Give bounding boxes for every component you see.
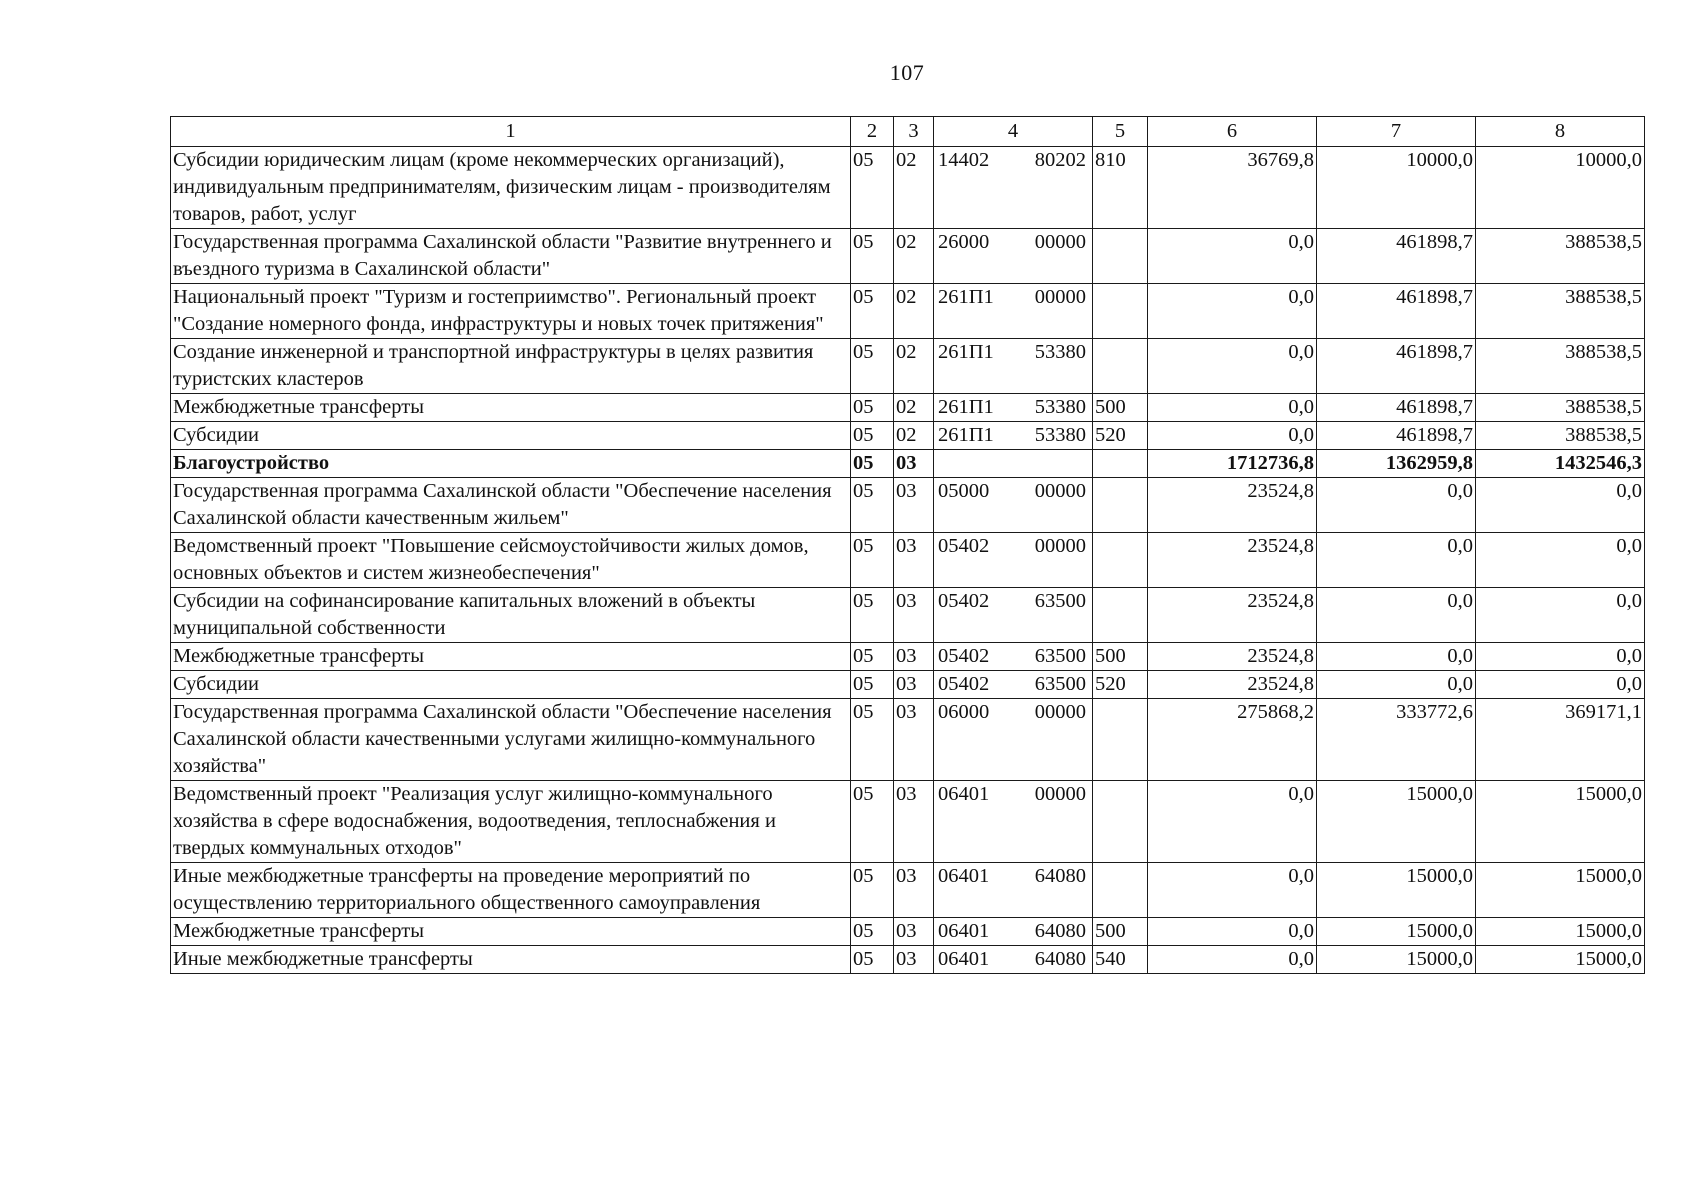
direction-code: 00000	[1034, 783, 1086, 805]
table-row	[171, 918, 1645, 946]
amount-col-6: 275868,2	[1148, 699, 1317, 781]
section-code: 05	[851, 781, 894, 863]
target-article-code	[934, 671, 1093, 699]
column-number-header	[171, 117, 1645, 147]
direction-code: 53380	[1034, 424, 1086, 446]
expense-type-code	[1093, 284, 1148, 339]
table-row	[171, 946, 1645, 974]
column-header: 4	[934, 117, 1093, 147]
table-row	[171, 147, 1645, 229]
row-name: Межбюджетные трансферты	[171, 918, 851, 946]
section-code: 05	[851, 229, 894, 284]
target-article-code	[934, 284, 1093, 339]
expense-type-code	[1093, 478, 1148, 533]
row-name: Субсидии юридическим лицам (кроме некоммерческих организаций), индивидуальным предпринимателям, физическим лицам - производителям товаров, работ, услуг	[171, 147, 851, 229]
expense-type-code	[1093, 781, 1148, 863]
target-article-code	[934, 946, 1093, 974]
expense-type-code: 520	[1093, 671, 1148, 699]
program-code: 261П1	[938, 396, 994, 418]
row-name: Ведомственный проект "Реализация услуг жилищно-коммунального хозяйства в сфере водоснабжения, водоотведения, теплоснабжения и твердых коммунальных отходов"	[171, 781, 851, 863]
program-code: 261П1	[938, 286, 994, 308]
program-code: 06000	[938, 701, 990, 723]
table-body	[171, 147, 1645, 974]
amount-col-8: 369171,1	[1476, 699, 1645, 781]
amount-col-8: 388538,5	[1476, 229, 1645, 284]
direction-code: 53380	[1034, 396, 1086, 418]
subsection-code: 03	[894, 450, 934, 478]
amount-col-7: 1362959,8	[1317, 450, 1476, 478]
table-row	[171, 450, 1645, 478]
expense-type-code: 520	[1093, 422, 1148, 450]
subsection-code: 03	[894, 588, 934, 643]
program-code: 14402	[938, 149, 990, 171]
column-header: 1	[171, 117, 851, 147]
amount-col-6: 23524,8	[1148, 533, 1317, 588]
amount-col-6: 0,0	[1148, 284, 1317, 339]
amount-col-7: 15000,0	[1317, 946, 1476, 974]
amount-col-7: 15000,0	[1317, 863, 1476, 918]
section-code: 05	[851, 422, 894, 450]
table-row	[171, 533, 1645, 588]
subsection-code: 02	[894, 394, 934, 422]
target-article-code	[934, 339, 1093, 394]
program-code: 06401	[938, 865, 990, 887]
row-name: Государственная программа Сахалинской области "Развитие внутреннего и въездного туризма в Сахалинской области"	[171, 229, 851, 284]
row-name: Ведомственный проект "Повышение сейсмоустойчивости жилых домов, основных объектов и систем жизнеобеспечения"	[171, 533, 851, 588]
target-article-code	[934, 863, 1093, 918]
expense-type-code	[1093, 229, 1148, 284]
section-code: 05	[851, 450, 894, 478]
target-article-code	[934, 699, 1093, 781]
budget-table	[170, 116, 1645, 974]
table-row	[171, 229, 1645, 284]
amount-col-6: 0,0	[1148, 229, 1317, 284]
section-code: 05	[851, 918, 894, 946]
amount-col-8: 15000,0	[1476, 918, 1645, 946]
subsection-code: 03	[894, 671, 934, 699]
column-header: 8	[1476, 117, 1645, 147]
direction-code: 53380	[1034, 341, 1086, 363]
amount-col-8: 0,0	[1476, 533, 1645, 588]
table-row	[171, 699, 1645, 781]
amount-col-7: 0,0	[1317, 671, 1476, 699]
amount-col-8: 0,0	[1476, 478, 1645, 533]
row-name: Межбюджетные трансферты	[171, 394, 851, 422]
row-name: Создание инженерной и транспортной инфраструктуры в целях развития туристских кластеров	[171, 339, 851, 394]
subsection-code: 02	[894, 147, 934, 229]
column-header: 7	[1317, 117, 1476, 147]
table-row	[171, 643, 1645, 671]
direction-code: 00000	[1034, 231, 1086, 253]
target-article-code	[934, 588, 1093, 643]
section-code: 05	[851, 588, 894, 643]
subsection-code: 03	[894, 863, 934, 918]
expense-type-code	[1093, 699, 1148, 781]
table-row	[171, 588, 1645, 643]
table-row	[171, 863, 1645, 918]
row-name: Государственная программа Сахалинской области "Обеспечение населения Сахалинской области качественным жильем"	[171, 478, 851, 533]
row-name: Межбюджетные трансферты	[171, 643, 851, 671]
amount-col-8: 15000,0	[1476, 781, 1645, 863]
amount-col-8: 15000,0	[1476, 946, 1645, 974]
amount-col-6: 23524,8	[1148, 588, 1317, 643]
direction-code: 64080	[1034, 865, 1086, 887]
amount-col-6: 0,0	[1148, 946, 1317, 974]
program-code: 06401	[938, 783, 990, 805]
amount-col-8: 0,0	[1476, 588, 1645, 643]
section-code: 05	[851, 394, 894, 422]
program-code: 06401	[938, 948, 990, 970]
amount-col-6: 36769,8	[1148, 147, 1317, 229]
expense-type-code	[1093, 450, 1148, 478]
section-code: 05	[851, 533, 894, 588]
direction-code: 00000	[1034, 535, 1086, 557]
program-code: 05402	[938, 645, 990, 667]
column-header: 5	[1093, 117, 1148, 147]
subsection-code: 03	[894, 478, 934, 533]
expense-type-code: 500	[1093, 918, 1148, 946]
amount-col-7: 0,0	[1317, 588, 1476, 643]
amount-col-6: 23524,8	[1148, 671, 1317, 699]
amount-col-8: 388538,5	[1476, 422, 1645, 450]
target-article-code	[934, 422, 1093, 450]
page-number: 107	[889, 60, 925, 85]
table-row	[171, 478, 1645, 533]
expense-type-code	[1093, 863, 1148, 918]
amount-col-7: 461898,7	[1317, 284, 1476, 339]
direction-code: 64080	[1034, 920, 1086, 942]
amount-col-6: 0,0	[1148, 394, 1317, 422]
row-name: Национальный проект "Туризм и гостеприимство". Региональный проект "Создание номерного фонда, инфраструктуры и новых точек притяжения"	[171, 284, 851, 339]
target-article-code	[934, 147, 1093, 229]
amount-col-6: 23524,8	[1148, 643, 1317, 671]
amount-col-7: 0,0	[1317, 643, 1476, 671]
subsection-code: 03	[894, 699, 934, 781]
target-article-code	[934, 918, 1093, 946]
expense-type-code: 500	[1093, 394, 1148, 422]
target-article-code	[934, 478, 1093, 533]
row-name: Субсидии на софинансирование капитальных вложений в объекты муниципальной собственности	[171, 588, 851, 643]
amount-col-7: 461898,7	[1317, 422, 1476, 450]
target-article-code	[934, 450, 1093, 478]
subsection-code: 03	[894, 643, 934, 671]
program-code: 05402	[938, 590, 990, 612]
amount-col-8: 388538,5	[1476, 284, 1645, 339]
section-code: 05	[851, 478, 894, 533]
amount-col-8: 15000,0	[1476, 863, 1645, 918]
program-code: 261П1	[938, 341, 994, 363]
expense-type-code	[1093, 533, 1148, 588]
column-header: 3	[894, 117, 934, 147]
amount-col-7: 461898,7	[1317, 229, 1476, 284]
row-name: Иные межбюджетные трансферты	[171, 946, 851, 974]
direction-code: 00000	[1034, 480, 1086, 502]
section-code: 05	[851, 671, 894, 699]
section-code: 05	[851, 946, 894, 974]
target-article-code	[934, 643, 1093, 671]
column-header: 6	[1148, 117, 1317, 147]
amount-col-6: 0,0	[1148, 422, 1317, 450]
section-code: 05	[851, 699, 894, 781]
amount-col-7: 15000,0	[1317, 918, 1476, 946]
subsection-code: 03	[894, 918, 934, 946]
amount-col-7: 0,0	[1317, 478, 1476, 533]
direction-code: 63500	[1034, 590, 1086, 612]
expense-type-code	[1093, 339, 1148, 394]
direction-code: 63500	[1034, 645, 1086, 667]
amount-col-7: 10000,0	[1317, 147, 1476, 229]
amount-col-6: 0,0	[1148, 918, 1317, 946]
amount-col-6: 0,0	[1148, 863, 1317, 918]
expense-type-code: 540	[1093, 946, 1148, 974]
amount-col-7: 0,0	[1317, 533, 1476, 588]
program-code: 06401	[938, 920, 990, 942]
amount-col-8: 1432546,3	[1476, 450, 1645, 478]
program-code: 26000	[938, 231, 990, 253]
program-code: 05402	[938, 535, 990, 557]
row-name: Субсидии	[171, 422, 851, 450]
amount-col-6: 23524,8	[1148, 478, 1317, 533]
subsection-code: 03	[894, 781, 934, 863]
direction-code: 00000	[1034, 701, 1086, 723]
table-row	[171, 781, 1645, 863]
amount-col-7: 461898,7	[1317, 339, 1476, 394]
subsection-code: 02	[894, 422, 934, 450]
subsection-code: 02	[894, 339, 934, 394]
table-row	[171, 339, 1645, 394]
target-article-code	[934, 394, 1093, 422]
table-row	[171, 284, 1645, 339]
subsection-code: 02	[894, 229, 934, 284]
expense-type-code	[1093, 588, 1148, 643]
amount-col-6: 0,0	[1148, 339, 1317, 394]
section-code: 05	[851, 284, 894, 339]
amount-col-8: 388538,5	[1476, 339, 1645, 394]
row-name: Государственная программа Сахалинской области "Обеспечение населения Сахалинской области качественными услугами жилищно-коммунального хозяйства"	[171, 699, 851, 781]
amount-col-8: 0,0	[1476, 643, 1645, 671]
expense-type-code: 500	[1093, 643, 1148, 671]
row-name: Иные межбюджетные трансферты на проведение мероприятий по осуществлению территориального общественного самоуправления	[171, 863, 851, 918]
expense-type-code: 810	[1093, 147, 1148, 229]
program-code: 05000	[938, 480, 990, 502]
row-name: Благоустройство	[171, 450, 851, 478]
row-name: Субсидии	[171, 671, 851, 699]
direction-code: 63500	[1034, 673, 1086, 695]
direction-code: 64080	[1034, 948, 1086, 970]
table-row	[171, 394, 1645, 422]
subsection-code: 03	[894, 533, 934, 588]
amount-col-8: 388538,5	[1476, 394, 1645, 422]
direction-code: 80202	[1034, 149, 1086, 171]
subsection-code: 03	[894, 946, 934, 974]
table-row	[171, 671, 1645, 699]
amount-col-6: 0,0	[1148, 781, 1317, 863]
column-header: 2	[851, 117, 894, 147]
subsection-code: 02	[894, 284, 934, 339]
section-code: 05	[851, 147, 894, 229]
target-article-code	[934, 229, 1093, 284]
amount-col-6: 1712736,8	[1148, 450, 1317, 478]
amount-col-8: 0,0	[1476, 671, 1645, 699]
section-code: 05	[851, 863, 894, 918]
section-code: 05	[851, 643, 894, 671]
program-code: 05402	[938, 673, 990, 695]
target-article-code	[934, 533, 1093, 588]
program-code: 261П1	[938, 424, 994, 446]
section-code: 05	[851, 339, 894, 394]
target-article-code	[934, 781, 1093, 863]
direction-code: 00000	[1034, 286, 1086, 308]
amount-col-7: 461898,7	[1317, 394, 1476, 422]
amount-col-8: 10000,0	[1476, 147, 1645, 229]
table-row	[171, 422, 1645, 450]
amount-col-7: 15000,0	[1317, 781, 1476, 863]
amount-col-7: 333772,6	[1317, 699, 1476, 781]
